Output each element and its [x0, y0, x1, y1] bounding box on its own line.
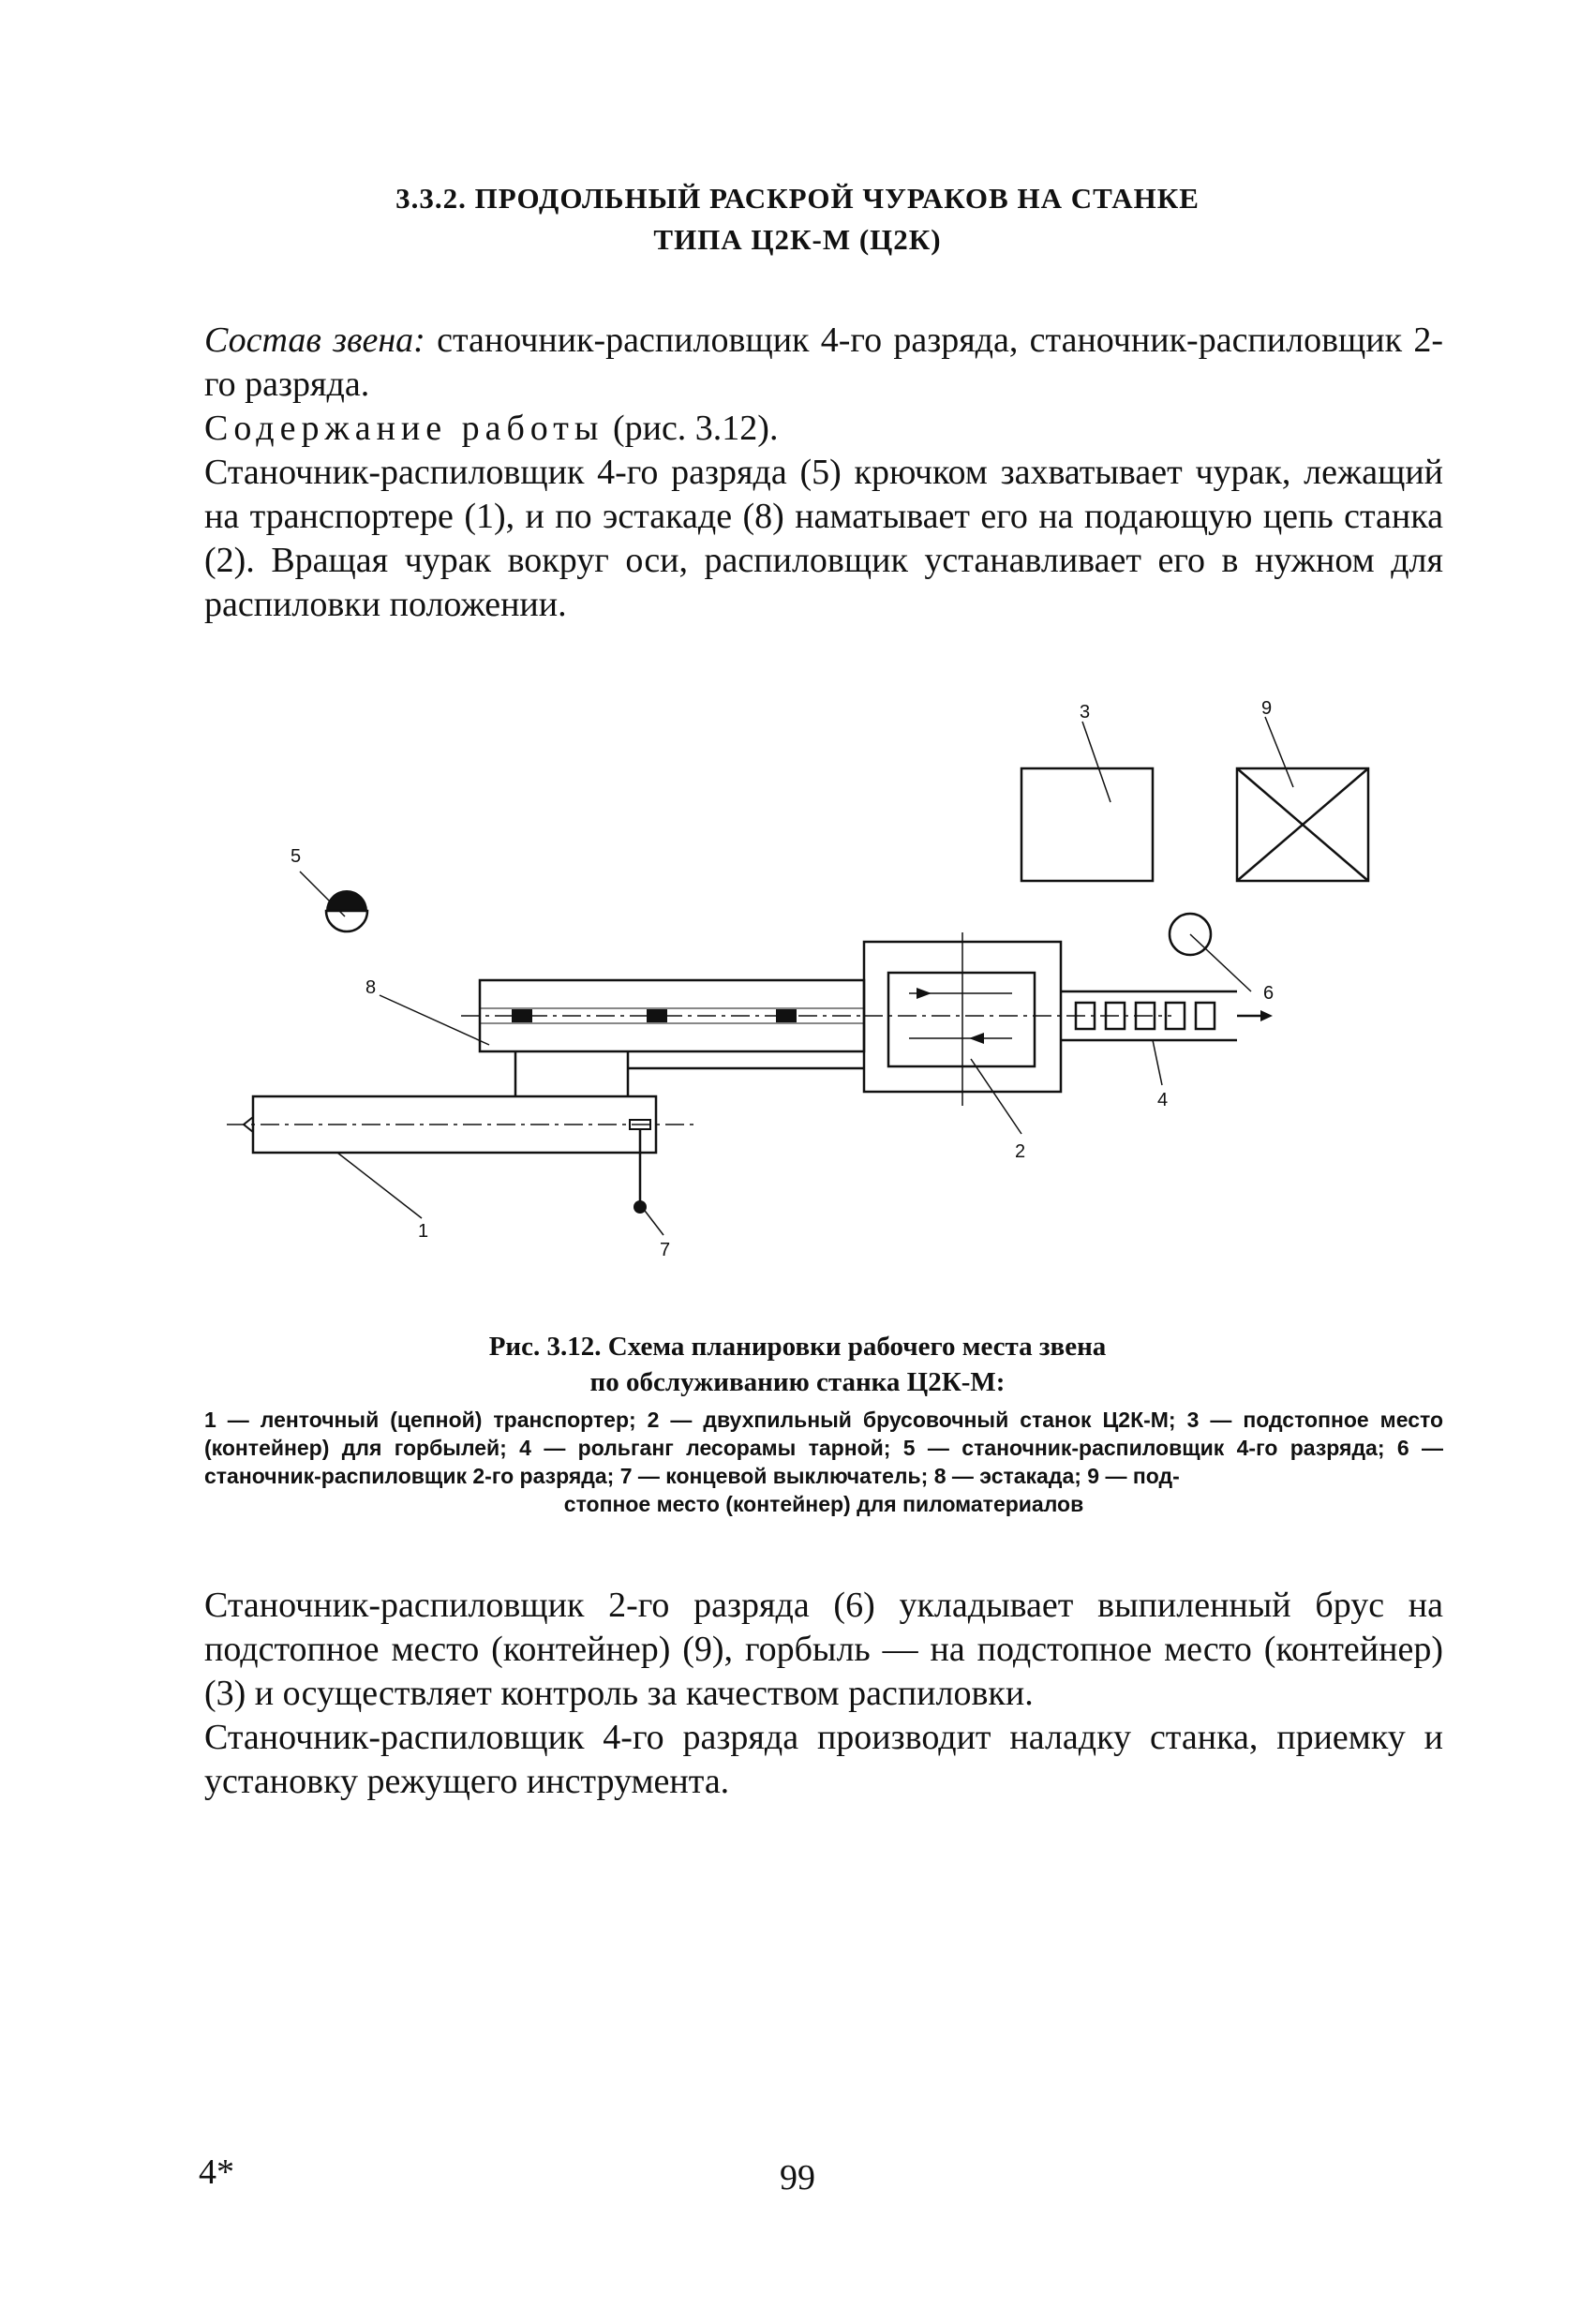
content-ref: (рис. 3.12).: [604, 409, 779, 448]
figure-caption-title: [0, 1329, 1595, 1400]
caption-line-2: по обслуживанию станка Ц2К-М:: [589, 1367, 1006, 1397]
paragraph-1: Станочник-распиловщик 4-го разряда (5) крючком захватывает чурак, лежащий на транспортере (1), и по эстакаде (8) наматывает его на подающую цепь станка (2). Вращая чурак вокруг оси, распиловщик устанавливает его в нужном для распиловки положении.: [204, 453, 1443, 624]
figure-label-1: 1: [418, 1221, 429, 1242]
figure-label-6: 6: [1263, 983, 1275, 1004]
limit-switch-7: [634, 1200, 647, 1214]
figure-label-8: 8: [365, 977, 377, 998]
machine-2-inner: [888, 973, 1035, 1066]
crew-text: станочник-распиловщик 4-го разряда, станочник-распиловщик 2-го разряда.: [204, 320, 1443, 404]
intro-block: [204, 319, 1443, 627]
lower-block: [204, 1584, 1443, 1804]
figure-label-2: 2: [1015, 1141, 1026, 1162]
figure-label-5: 5: [291, 846, 302, 867]
figure-legend: [204, 1406, 1443, 1518]
figure-label-9: 9: [1261, 698, 1273, 719]
content-paragraph: [204, 407, 1443, 451]
workplace-scheme-figure: [216, 693, 1434, 1274]
heading-line-1: 3.3.2. ПРОДОЛЬНЫЙ РАСКРОЙ ЧУРАКОВ НА СТАНКЕ: [395, 182, 1200, 215]
heading-line-2: ТИПА Ц2К-М (Ц2К): [653, 223, 942, 256]
paragraph-3: Станочник-распиловщик 4-го разряда производит наладку станка, приемку и установку режущего инструмента.: [204, 1718, 1443, 1801]
paragraph-2: Станочник-распиловщик 2-го разряда (6) укладывает выпиленный брус на подстопное место (контейнер) (9), горбыль — на подстопное место (контейнер) (3) и осуществляет контроль за качеством распиловки.: [204, 1586, 1443, 1713]
container-3-box: [1021, 768, 1153, 881]
worker-5-marker: [326, 890, 367, 911]
signature-mark: 4*: [199, 2153, 234, 2192]
legend-last-line: стопное место (контейнер) для пиломатериалов: [563, 1492, 1084, 1516]
crew-paragraph: [204, 319, 1443, 407]
section-heading: [0, 178, 1595, 261]
page-number: 99: [780, 2158, 815, 2197]
figure-label-4: 4: [1157, 1090, 1169, 1110]
caption-line-1: Рис. 3.12. Схема планировки рабочего места звена: [488, 1332, 1107, 1362]
figure-label-7: 7: [660, 1240, 671, 1260]
crew-label: Состав звена:: [204, 320, 425, 360]
figure-label-3: 3: [1080, 702, 1091, 723]
content-label: Содержание работы: [204, 409, 604, 448]
legend-text: 1 — ленточный (цепной) транспортер; 2 — двухпильный брусовочный станок Ц2К-М; 3 — подстопное место (контейнер) для горбылей; 4 — рольганг лесорамы тарной; 5 — станочник-распиловщик 4-го разряда; 6 — станочник-распиловщик 2-го разряда; 7 — концевой выключатель; 8 — эстакада; 9 — под-: [204, 1408, 1443, 1488]
